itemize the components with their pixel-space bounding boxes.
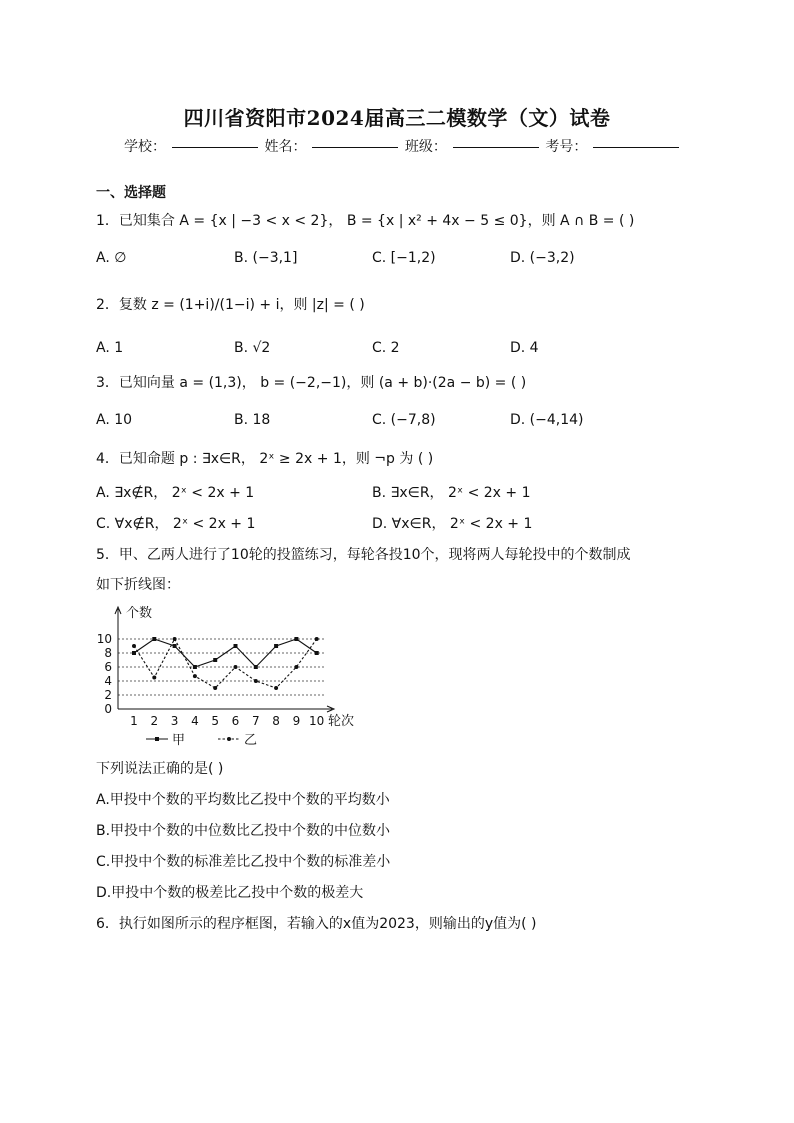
data-point xyxy=(132,651,136,655)
y-tick-label: 4 xyxy=(104,674,112,688)
question-6-stem: 6．执行如图所示的程序框图，若输入的x值为2023，则输出的y值为( ) xyxy=(96,916,537,932)
option-a: A. 1 xyxy=(96,340,124,356)
legend-layer xyxy=(146,733,257,748)
data-point xyxy=(132,644,136,648)
student-info-line xyxy=(124,136,681,156)
question-5-stem-line1: 5．甲、乙两人进行了10轮的投篮练习，每轮各投10个，现将两人每轮投中的个数制成 xyxy=(96,547,631,563)
class-label: 班级： xyxy=(404,139,447,155)
x-tick-label: 9 xyxy=(292,714,301,728)
question-1-stem: 1．已知集合 A = {x | −3 < x < 2}， B = {x | x² + 4x − 5 ≤ 0}，则 A ∩ B = ( ) xyxy=(96,213,635,229)
legend-label: 甲 xyxy=(172,733,186,748)
option-d: D. 4 xyxy=(510,340,539,356)
y-tick-label: 6 xyxy=(104,660,112,674)
data-point xyxy=(294,665,298,669)
data-point xyxy=(254,665,258,669)
series-layer xyxy=(132,637,319,690)
option-c: C. [−1,2) xyxy=(372,250,436,266)
school-label: 学校： xyxy=(124,139,166,155)
x-tick-label: 10 xyxy=(309,714,325,728)
question-5-stem-line2: 如下折线图： xyxy=(96,577,180,593)
question-5-option-d: D.甲投中个数的极差比乙投中个数的极差大 xyxy=(96,885,364,901)
data-point xyxy=(173,637,177,641)
data-point xyxy=(315,637,319,641)
x-tick-label: 2 xyxy=(150,714,159,728)
data-point xyxy=(173,644,177,648)
option-b: B. ∃x∈R， 2ˣ < 2x + 1 xyxy=(372,485,531,501)
question-5-option-c: C.甲投中个数的标准差比乙投中个数的标准差小 xyxy=(96,854,391,870)
data-point xyxy=(274,686,278,690)
data-point xyxy=(213,658,217,662)
number-label: 考号： xyxy=(545,139,588,155)
series-line-2 xyxy=(134,639,317,688)
section-heading: 一、选择题 xyxy=(96,185,166,201)
option-b: B. (−3,1] xyxy=(234,250,298,266)
data-point xyxy=(152,676,156,680)
x-tick-label: 6 xyxy=(231,714,240,728)
y-tick-label: 2 xyxy=(104,688,112,702)
option-d: D. ∀x∈R， 2ˣ < 2x + 1 xyxy=(372,516,533,532)
question-5-prompt: 下列说法正确的是( ) xyxy=(96,761,224,777)
data-point xyxy=(234,665,238,669)
option-a: A. ∅ xyxy=(96,250,127,266)
x-tick-label: 7 xyxy=(251,714,260,728)
option-d: D. (−4,14) xyxy=(510,412,584,428)
name-blank[interactable] xyxy=(312,147,398,148)
question-4-stem: 4．已知命题 p : ∃x∈R， 2ˣ ≥ 2x + 1，则 ¬p 为 ( ) xyxy=(96,451,434,467)
question-3-stem: 3．已知向量 a = (1,3)， b = (−2,−1)，则 (a + b)·(2a − b) = ( ) xyxy=(96,375,527,391)
data-point xyxy=(274,644,278,648)
option-a: A. 10 xyxy=(96,412,133,428)
number-blank[interactable] xyxy=(593,147,679,148)
question-5-option-b: B.甲投中个数的中位数比乙投中个数的中位数小 xyxy=(96,823,391,839)
legend-label: 乙 xyxy=(244,733,258,748)
x-tick-label: 5 xyxy=(211,714,220,728)
axis-layer xyxy=(115,607,334,712)
question-5-option-a: A.甲投中个数的平均数比乙投中个数的平均数小 xyxy=(96,792,390,808)
legend-marker xyxy=(155,737,159,741)
line-chart xyxy=(96,603,366,753)
option-d: D. (−3,2) xyxy=(510,250,575,266)
x-tick-label: 4 xyxy=(191,714,199,728)
data-point xyxy=(213,686,217,690)
name-label: 姓名： xyxy=(264,139,307,155)
series-line-1 xyxy=(134,639,317,667)
data-point xyxy=(152,637,156,641)
data-point xyxy=(234,644,238,648)
data-point xyxy=(193,674,197,678)
data-point xyxy=(193,665,197,669)
option-a: A. ∃x∉R， 2ˣ < 2x + 1 xyxy=(96,485,255,501)
page-title: 四川省资阳市2024届高三二模数学（文）试卷 xyxy=(183,106,611,130)
option-c: C. (−7,8) xyxy=(372,412,436,428)
y-tick-label: 10 xyxy=(96,632,112,646)
option-b: B. 18 xyxy=(234,412,271,428)
data-point xyxy=(315,651,319,655)
x-tick-label: 8 xyxy=(272,714,280,728)
option-c: C. 2 xyxy=(372,340,400,356)
y-axis-label: 个数 xyxy=(126,606,153,621)
data-point xyxy=(294,637,298,641)
question-2-stem: 2．复数 z = (1+i)/(1−i) + i，则 |z| = ( ) xyxy=(96,297,365,313)
option-b: B. √2 xyxy=(234,340,271,356)
x-tick-label: 3 xyxy=(170,714,179,728)
class-blank[interactable] xyxy=(453,147,539,148)
x-axis-label: 轮次 xyxy=(328,714,355,729)
school-blank[interactable] xyxy=(172,147,258,148)
data-point xyxy=(254,679,258,683)
legend-marker xyxy=(227,737,231,741)
option-c: C. ∀x∉R， 2ˣ < 2x + 1 xyxy=(96,516,256,532)
y-tick-label: 8 xyxy=(104,646,112,660)
x-tick-label: 1 xyxy=(130,714,138,728)
y-tick-label: 0 xyxy=(104,702,112,716)
